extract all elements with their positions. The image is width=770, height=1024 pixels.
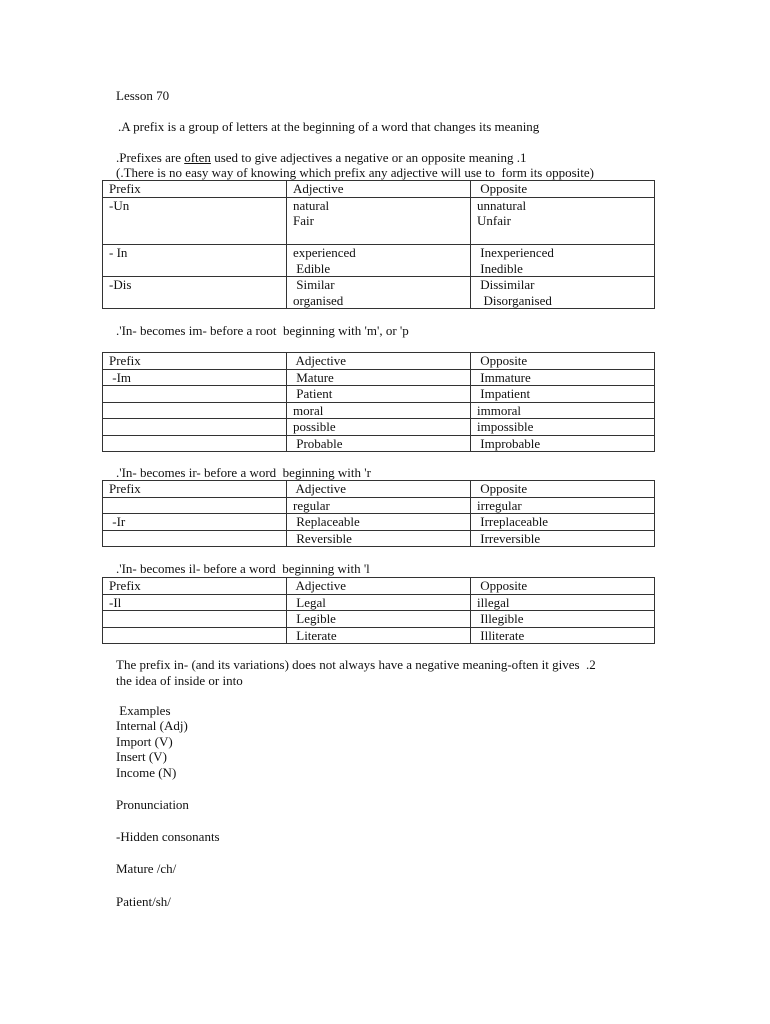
prefix-table-il <box>102 577 655 644</box>
table-cell: regular <box>287 497 471 514</box>
table-cell: immoral <box>471 402 655 419</box>
table-row <box>103 402 655 419</box>
table-cell: Irreplaceable <box>471 514 655 531</box>
table-row <box>103 594 655 611</box>
example-item: Income (N) <box>116 765 177 780</box>
rule-ir: .'In- becomes ir- before a word beginning with 'r <box>116 465 371 480</box>
example-item: Internal (Adj) <box>116 718 188 733</box>
prefix-table-ir <box>102 480 655 547</box>
table-cell: Impatient <box>471 386 655 403</box>
table-cell <box>103 497 287 514</box>
table-cell: Legal <box>287 594 471 611</box>
table-row <box>103 611 655 628</box>
examples-heading: Examples <box>116 703 171 718</box>
table-cell: unnatural Unfair <box>471 197 655 245</box>
table-row <box>103 197 655 245</box>
table-header-row <box>103 181 655 198</box>
table-cell: Illegible <box>471 611 655 628</box>
intro-line: .A prefix is a group of letters at the beginning of a word that changes its meaning <box>118 119 540 134</box>
table-row <box>103 627 655 644</box>
table-header-cell: Prefix <box>103 353 287 370</box>
table-header-cell: Adjective <box>287 181 471 198</box>
note1-emph: often <box>184 150 211 165</box>
table-cell: Improbable <box>471 435 655 452</box>
example-item: Import (V) <box>116 734 173 749</box>
table-cell: Legible <box>287 611 471 628</box>
table-row <box>103 497 655 514</box>
table-cell: -Im <box>103 369 287 386</box>
lesson-title: Lesson 70 <box>116 88 170 103</box>
table-cell: Mature <box>287 369 471 386</box>
table-cell <box>103 386 287 403</box>
table-cell: Dissimilar Disorganised <box>471 277 655 309</box>
table-cell: -Il <box>103 594 287 611</box>
table-cell <box>103 402 287 419</box>
table-cell <box>103 530 287 547</box>
pronunciation-heading: Pronunciation <box>116 797 189 812</box>
table-cell <box>103 435 287 452</box>
mature-pronunciation: Mature /ch/ <box>116 861 177 876</box>
table-header-cell: Prefix <box>103 181 287 198</box>
table-cell: impossible <box>471 419 655 436</box>
table-header-row <box>103 578 655 595</box>
note1-after: used to give adjectives a negative or an opposite meaning .1 <box>210 150 527 165</box>
rule-im: .'In- becomes im- before a root beginning with 'm', or 'p <box>116 323 409 338</box>
table-cell: Replaceable <box>287 514 471 531</box>
table-cell <box>103 419 287 436</box>
table-row <box>103 419 655 436</box>
table-cell: moral <box>287 402 471 419</box>
prefix-table-im <box>102 352 655 452</box>
example-item: Insert (V) <box>116 749 167 764</box>
table-cell: possible <box>287 419 471 436</box>
table-cell: Immature <box>471 369 655 386</box>
note1-before: .Prefixes are <box>116 150 185 165</box>
table-cell <box>103 611 287 628</box>
table-cell: Illiterate <box>471 627 655 644</box>
rule-il: .'In- becomes il- before a word beginning with 'l <box>116 561 370 576</box>
table-header-cell: Prefix <box>103 481 287 498</box>
table-header-cell: Opposite <box>471 353 655 370</box>
table-cell: Reversible <box>287 530 471 547</box>
table-cell: - In <box>103 245 287 277</box>
table-row <box>103 530 655 547</box>
table-row <box>103 369 655 386</box>
hidden-consonants: -Hidden consonants <box>116 829 220 844</box>
note1-line1 <box>116 150 526 166</box>
table-row <box>103 435 655 452</box>
table-cell: irregular <box>471 497 655 514</box>
table-header-cell: Opposite <box>471 181 655 198</box>
table-header-cell: Adjective <box>287 578 471 595</box>
table-header-cell: Opposite <box>471 481 655 498</box>
table-cell: Similar organised <box>287 277 471 309</box>
table-cell: Probable <box>287 435 471 452</box>
table-cell: Irreversible <box>471 530 655 547</box>
table-cell: -Ir <box>103 514 287 531</box>
table-row <box>103 277 655 309</box>
note2-line2: the idea of inside or into <box>116 673 243 688</box>
table-cell: Literate <box>287 627 471 644</box>
table-cell: natural Fair <box>287 197 471 245</box>
table-row <box>103 386 655 403</box>
table-cell: illegal <box>471 594 655 611</box>
table-cell: -Un <box>103 197 287 245</box>
table-header-cell: Opposite <box>471 578 655 595</box>
note1-line2: (.There is no easy way of knowing which prefix any adjective will use to form its opposite) <box>116 165 594 180</box>
table-header-row <box>103 481 655 498</box>
note2-line1: The prefix in- (and its variations) does not always have a negative meaning-often it gives .2 <box>116 657 596 672</box>
prefix-table-un-in-dis <box>102 180 655 309</box>
table-header-cell: Adjective <box>287 481 471 498</box>
table-cell: Inexperienced Inedible <box>471 245 655 277</box>
table-cell: -Dis <box>103 277 287 309</box>
table-cell: experienced Edible <box>287 245 471 277</box>
table-row <box>103 245 655 277</box>
table-row <box>103 514 655 531</box>
table-cell: Patient <box>287 386 471 403</box>
table-header-cell: Adjective <box>287 353 471 370</box>
patient-pronunciation: Patient/sh/ <box>116 894 171 909</box>
table-header-row <box>103 353 655 370</box>
table-header-cell: Prefix <box>103 578 287 595</box>
table-cell <box>103 627 287 644</box>
